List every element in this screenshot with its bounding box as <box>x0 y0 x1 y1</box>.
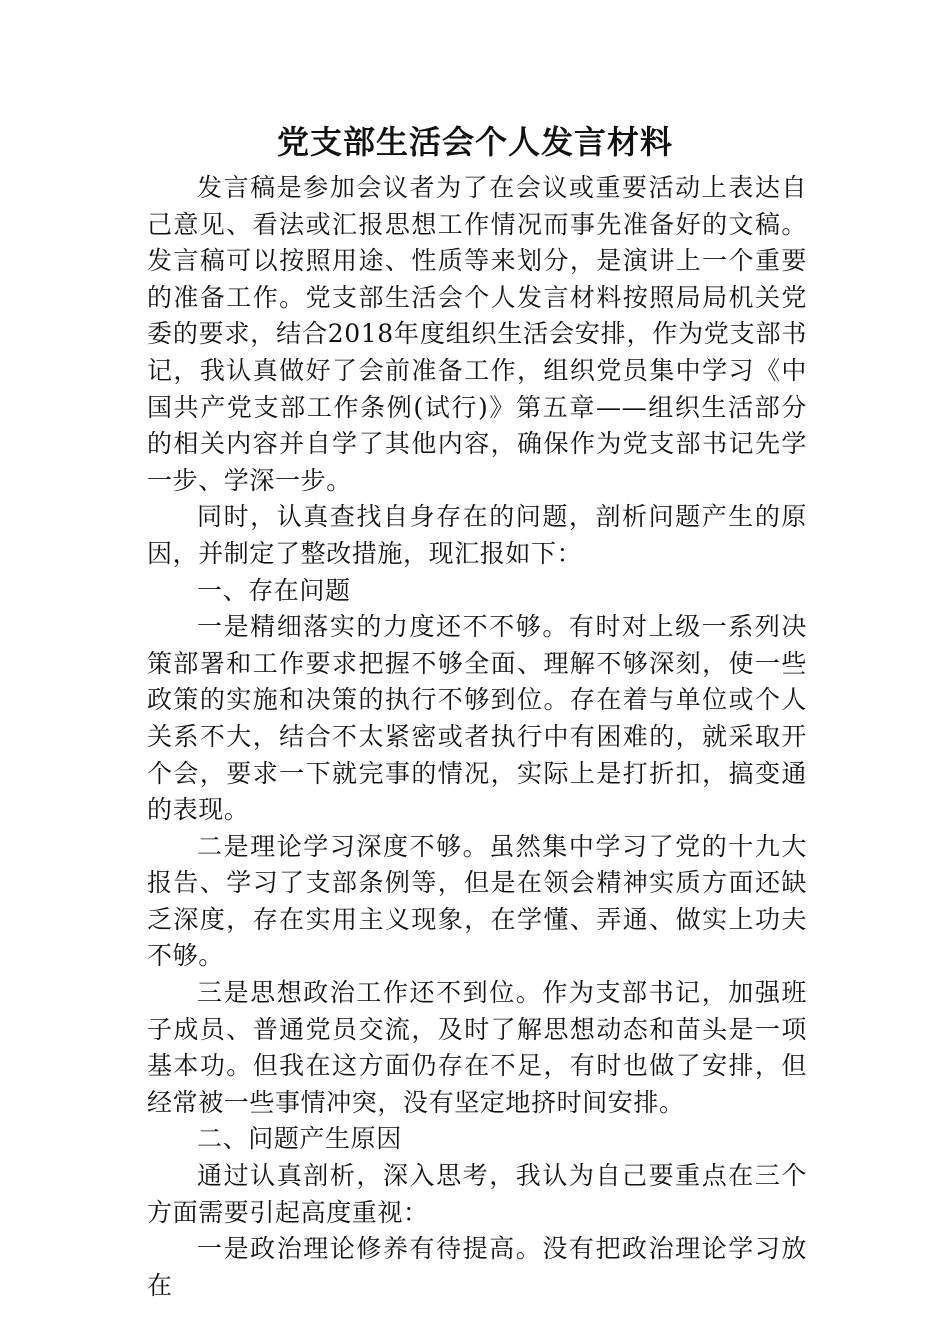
paragraph-causes-intro: 通过认真剖析，深入思考，我认为自己要重点在三个方面需要引起高度重视： <box>147 1161 807 1227</box>
paragraph-report-intro: 同时，认真查找自身存在的问题，剖析问题产生的原因，并制定了整改措施，现汇报如下： <box>147 502 807 568</box>
document-body <box>147 170 807 1304</box>
document-title: 党支部生活会个人发言材料 <box>276 123 673 161</box>
paragraph-problem-1: 一是精细落实的力度还不不够。有时对上级一系列决策部署和工作要求把握不够全面、理解不够深刻，使一些政策的实施和决策的执行不够到位。存在着与单位或个人关系不大，结合不太紧密或者执行中有困难的，就采取开个会，要求一下就完事的情况，实际上是打折扣，搞变通的表现。 <box>147 612 807 825</box>
paragraph-intro: 发言稿是参加会议者为了在会议或重要活动上表达自己意见、看法或汇报思想工作情况而事先准备好的文稿。发言稿可以按照用途、性质等来划分，是演讲上一个重要的准备工作。党支部生活会个人发言材料按照局局机关党委的要求，结合2018年度组织生活会安排，作为党支部书记，我认真做好了会前准备工作，组织党员集中学习《中国共产党支部工作条例(试行)》第五章——组织生活部分的相关内容并自学了其他内容，确保作为党支部书记先学一步、学深一步。 <box>147 173 807 495</box>
paragraph-problem-2: 二是理论学习深度不够。虽然集中学习了党的十九大报告、学习了支部条例等，但是在领会精神实质方面还缺乏深度，存在实用主义现象，在学懂、弄通、做实上功夫不够。 <box>147 831 807 971</box>
section-heading-problems: 一、存在问题 <box>197 575 351 605</box>
paragraph-cause-1: 一是政治理论修养有待提高。没有把政治理论学习放在 <box>147 1234 807 1300</box>
paragraph-problem-3: 三是思想政治工作还不到位。作为支部书记，加强班子成员、普通党员交流，及时了解思想动态和苗头是一项基本功。但我在这方面仍存在不足，有时也做了安排，但经常被一些事情冲突，没有坚定地挤时间安排。 <box>147 978 807 1117</box>
section-heading-causes: 二、问题产生原因 <box>197 1124 402 1154</box>
